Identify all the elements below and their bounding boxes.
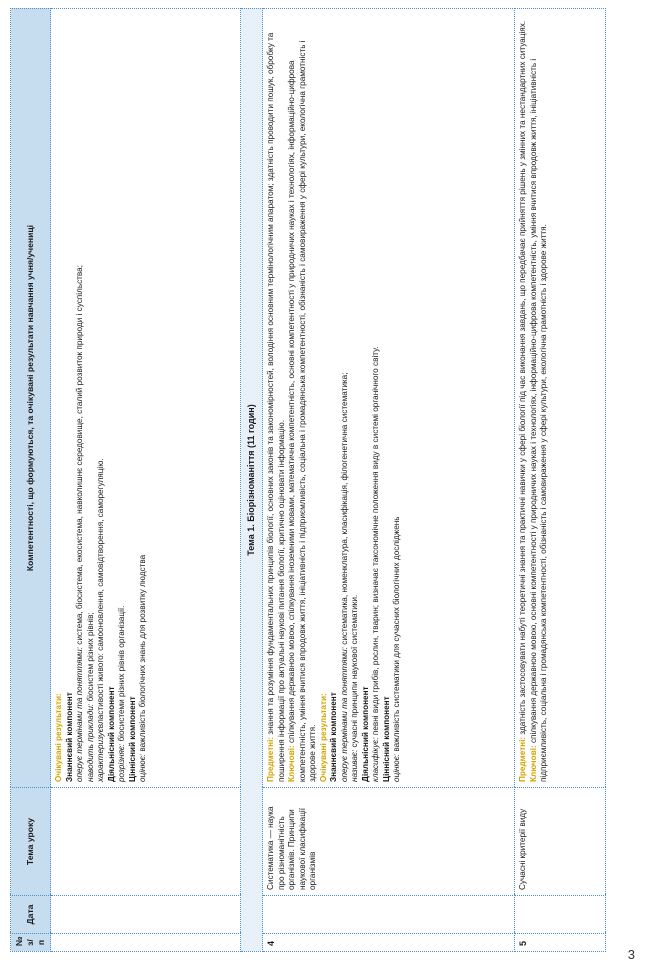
evaluates-label: оцінює:	[392, 753, 401, 782]
subject-label: Предметні:	[266, 736, 275, 782]
characterizes-label: характеризує	[96, 728, 105, 782]
theme-row	[241, 9, 263, 952]
cell-date-empty	[263, 896, 515, 934]
cell-competence-continued	[51, 9, 241, 788]
table-row-4	[263, 9, 515, 952]
rotated-table-wrapper	[10, 8, 606, 952]
key-label: Ключові:	[287, 745, 296, 782]
evaluates-text: важливість систематики для сучасних біологічних досліджень	[392, 516, 401, 754]
key-label: Ключові:	[528, 745, 538, 782]
subject-label: Предметні:	[518, 736, 527, 782]
knowledge-component-label: Знаннєвий компонент	[329, 692, 338, 782]
value-component-label: Ціннісний компонент	[381, 696, 391, 782]
term-label: оперує термінами та поняттями:	[339, 647, 349, 782]
expected-results-label: Очікувані результати:	[54, 693, 63, 782]
key-text: спілкування державною мовою, спілкування іноземними мовами, математична компетентність, основні компетентності у природничих науках і технологіях, інформаційно-цифрова компетентність, уміння вчитися впродовж життя, ініціативність і підприємливість, соціальна і громадянська компетентності, обізнаність і самовираження у сфері культури, екологічна грамотність і здорове життя.	[287, 40, 317, 782]
row-number: 4	[263, 934, 515, 952]
page-number: 3	[627, 947, 635, 962]
names-label: називає:	[350, 749, 359, 782]
evaluates-text: важливість біологічних знань для розвитку людства	[138, 554, 147, 754]
subject-text: здатність застосовувати набуті теоретичні знання та практичні навички у сфері біології під час виконання завдань, що передбачає прийняття рішень у змінних та нестандартних ситуаціях.	[518, 20, 527, 737]
key-text: спілкування державною мовою, основні компетентності у природничих науках і технологіях, інформаційно-цифрова компетентність, уміння вчитися впродовж життя, ініціативність і підприємливість, соціальна і громадянська компетентності, обізнаність і самовираження у сфері культури, екологічна грамотність і здорове життя.	[528, 58, 548, 782]
term-text: система, біосистема, екосистема, навколишнє середовище, сталий розвиток природи і суспільства;	[75, 264, 84, 648]
cell-num-empty	[51, 934, 241, 952]
table-header-row	[11, 9, 51, 952]
lesson-plan-table	[10, 8, 606, 952]
table-row-5	[515, 9, 606, 952]
distinguishes-text: біосистеми різних рівнів організації.	[117, 605, 126, 744]
examples-text: біосистем різних рівнів;	[85, 612, 95, 704]
subject-text: знання та розуміння фундаментальних принципів біології, основних законів та закономірностей, володіння основним термінологічним апаратом; здатність проводити пошук, обробку та поширення інформації про актуальні наукові питання біології, критично оцінювати інформацію.	[266, 32, 286, 782]
cell-competence	[515, 9, 606, 788]
row-number: 5	[515, 934, 606, 952]
header-lesson: Тема уроку	[11, 788, 51, 896]
classifies-text: певні види грибів, рослин, тварин; визначає таксономічне положення виду в системі органічного світу.	[371, 346, 380, 738]
evaluates-label: оцінює:	[138, 753, 147, 782]
lesson-title: Сучасні критерії виду	[515, 788, 606, 896]
examples-label: наводить приклади:	[85, 703, 95, 782]
activity-component-label: Діяльнісний компонент	[360, 686, 370, 782]
classifies-label: класифікує:	[371, 737, 380, 782]
table-row-continued	[51, 9, 241, 952]
cell-competence	[263, 9, 515, 788]
names-text: сучасні принципи наукової систематики.	[350, 594, 359, 750]
expected-results-label: Очікувані результати:	[318, 693, 328, 782]
knowledge-component-label: Знаннєвий компонент	[64, 692, 74, 782]
cell-date-empty	[515, 896, 606, 934]
theme-title: Тема 1. Біорізноманіття (11 годин)	[241, 9, 263, 952]
term-label: оперує термінами та поняттями:	[75, 647, 84, 782]
term-text: систематика, номенклатура, класифікація, філогенетична систематика;	[339, 372, 349, 648]
cell-date-empty	[51, 896, 241, 934]
activity-component-label: Діяльнісний компонент	[106, 686, 116, 782]
header-num: № з/п	[11, 934, 51, 952]
header-date: Дата	[11, 896, 51, 934]
value-component-label: Ціннісний компонент	[127, 696, 137, 782]
distinguishes-label: розрізняє:	[117, 743, 126, 782]
cell-lesson-empty	[51, 788, 241, 896]
lesson-title: Систематика — наука про різноманітність організмів. Принципи наукової класифікації організмів	[263, 788, 515, 896]
header-competence: Компетентності, що формуються, та очікувані результати навчання учня/учениці	[11, 9, 51, 788]
characterizes-text: властивості живого: самооновлення, самовідтворення, саморегуляцію.	[96, 458, 105, 729]
